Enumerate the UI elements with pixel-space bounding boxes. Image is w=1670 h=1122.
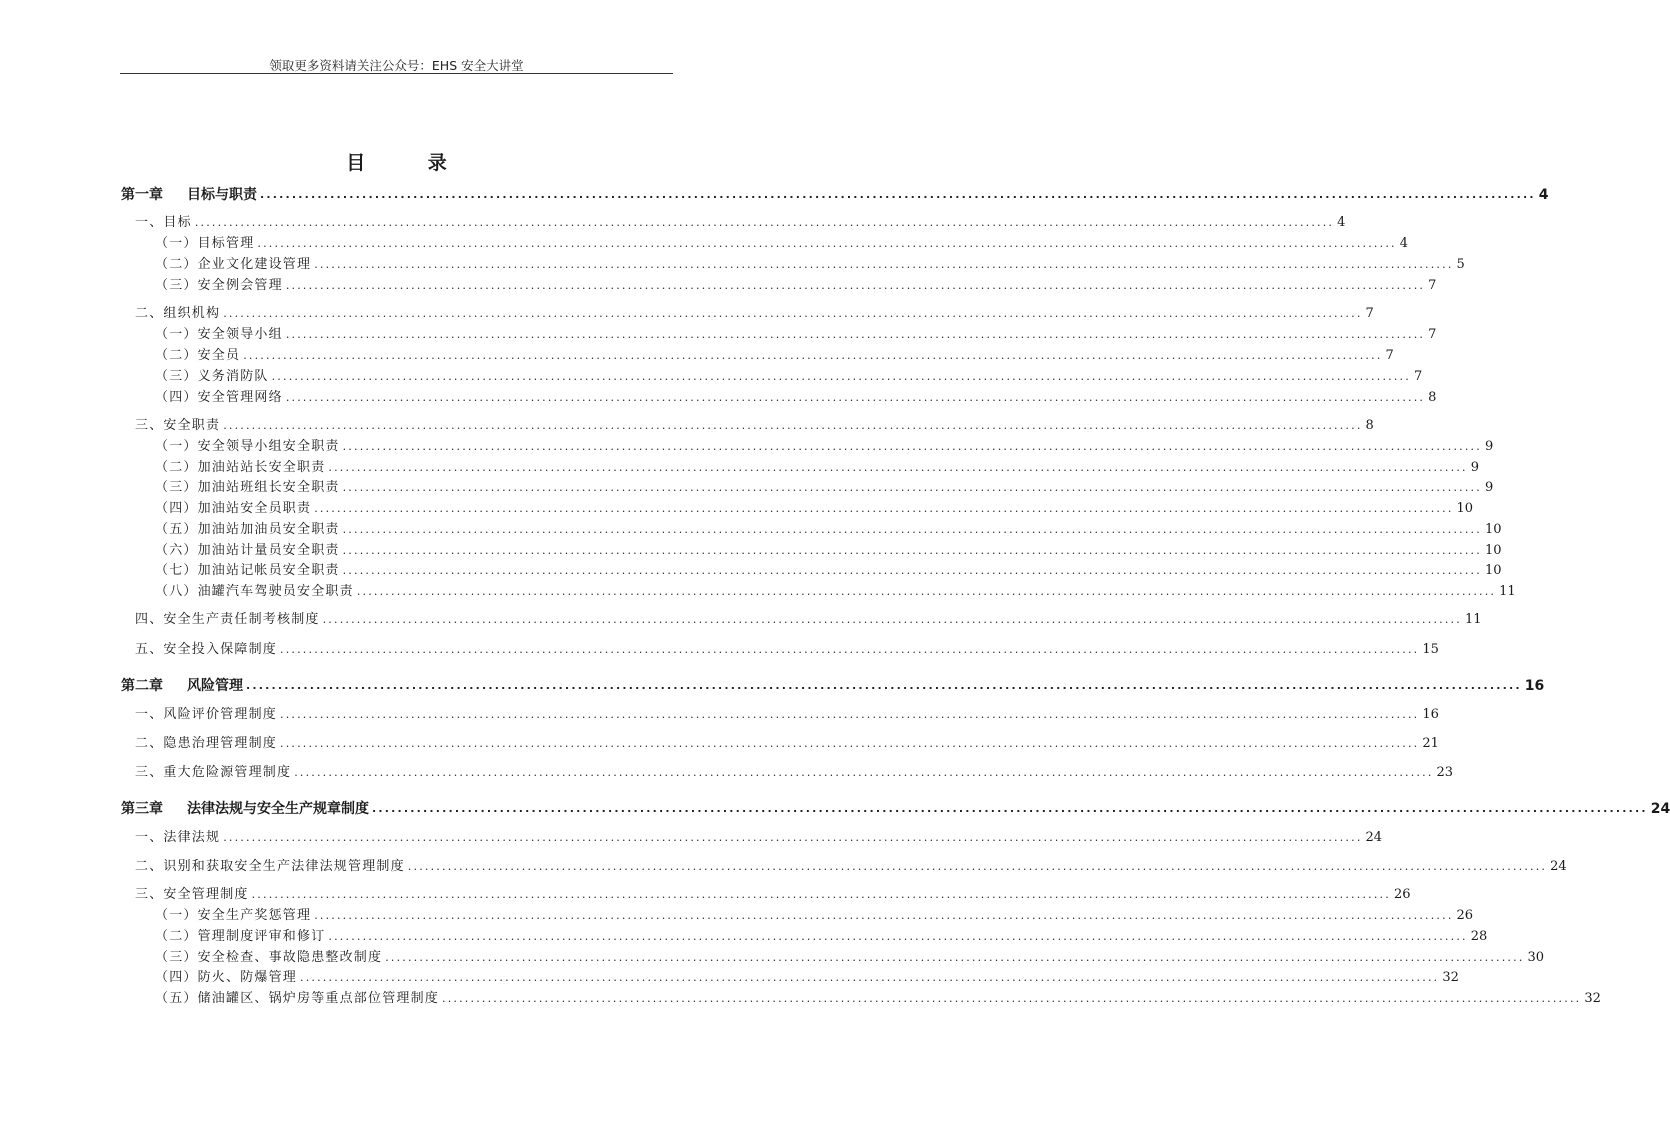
toc-entry-label: （一）安全领导小组 [155,327,283,342]
toc-section-entry [135,885,1411,905]
toc-entry-label: （三）安全例会管理 [155,278,283,293]
toc-section-entry [135,763,1454,783]
page-header: 领取更多资料请关注公众号：EHS 安全大讲堂 [269,58,524,73]
toc-page-number: 11 [1499,584,1516,599]
toc-subsection-entry [155,582,1516,602]
toc-dot-leader: ........................................................................................................................................................................................................ [285,391,1426,404]
toc-page-number: 7 [1385,348,1394,363]
toc-dot-leader: ........................................................................................................................................................................................................ [342,564,1482,577]
toc-page-number: 7 [1428,278,1437,293]
toc-page-number: 9 [1470,460,1480,475]
toc-entry-label [121,799,372,819]
page-title: 目 录 [346,152,475,174]
toc-dot-leader: ........................................................................................................................................................................................................ [385,951,1525,964]
toc-subsection-entry [155,906,1474,926]
toc-page-number: 8 [1365,418,1374,433]
toc-chapter-entry [121,799,1670,819]
toc-dot-leader: ........................................................................................................................................................................................................ [356,585,1497,598]
toc-dot-leader: ........................................................................................................................................................................................................ [223,419,1363,432]
toc-subsection-entry [155,346,1394,366]
toc-section-entry [135,610,1482,630]
toc-page-number: 9 [1484,480,1494,495]
toc-dot-leader: ........................................................................................................................................................................................................ [280,737,1420,750]
toc-entry-label: （一）安全领导小组安全职责 [155,439,340,454]
toc-chapter-number: 第一章 [121,187,163,203]
toc-subsection-entry [155,968,1459,988]
toc-entry-label: 二、组织机构 [135,306,221,321]
toc-subsection-entry [155,325,1437,345]
toc-entry-label: （四）防火、防爆管理 [155,970,298,985]
toc-dot-leader: ........................................................................................................................................................................................................ [342,544,1482,557]
toc-chapter-number: 第三章 [121,801,163,817]
toc-dot-leader: ........................................................................................................................................................................................................ [342,523,1482,536]
toc-entry-label: （一）目标管理 [155,236,255,251]
toc-page-number: 4 [1538,187,1549,203]
toc-subsection-entry [155,367,1423,387]
toc-subsection-entry [155,437,1494,457]
toc-page-number: 16 [1422,707,1439,722]
toc-page-number: 10 [1484,543,1502,558]
toc-entry-label: （八）油罐汽车驾驶员安全职责 [155,584,354,599]
toc-entry-label: （三）安全检查、事故隐患整改制度 [155,950,383,965]
toc-dot-leader: ........................................................................................................................................................................................................ [372,802,1648,815]
toc-entry-label: 三、安全管理制度 [135,887,249,902]
toc-entry-label: （四）安全管理网络 [155,390,283,405]
toc-chapter-entry [121,676,1545,696]
toc-page-number: 10 [1456,501,1474,516]
toc-dot-leader: ........................................................................................................................................................................................................ [342,481,1482,494]
toc-entry-label: （六）加油站计量员安全职责 [155,543,340,558]
toc-dot-leader: ........................................................................................................................................................................................................ [407,860,1548,873]
toc-subsection-entry [155,927,1488,947]
toc-dot-leader: ........................................................................................................................................................................................................ [223,831,1363,844]
toc-page-number: 7 [1413,369,1423,384]
toc-page-number: 7 [1365,306,1374,321]
toc-dot-leader: ........................................................................................................................................................................................................ [328,930,1468,943]
toc-entry-label: （三）加油站班组长安全职责 [155,480,340,495]
toc-section-entry [135,705,1439,725]
toc-page-number: 4 [1337,215,1346,230]
toc-dot-leader: ........................................................................................................................................................................................................ [260,188,1536,201]
toc-entry-label: （五）储油罐区、锅炉房等重点部位管理制度 [155,991,440,1006]
toc-section-entry [135,828,1383,848]
toc-page-number: 10 [1484,563,1502,578]
toc-dot-leader: ........................................................................................................................................................................................................ [294,766,1434,779]
toc-entry-label: 一、目标 [135,215,192,230]
toc-dot-leader: ........................................................................................................................................................................................................ [285,328,1426,341]
toc-entry-label: （二）加油站站长安全职责 [155,460,326,475]
toc-dot-leader: ........................................................................................................................................................................................................ [243,349,1383,362]
toc-entry-label: 一、风险评价管理制度 [135,707,278,722]
toc-entry-label [121,185,260,205]
toc-chapter-title: 风险管理 [187,678,243,694]
toc-section-entry [135,416,1374,436]
toc-subsection-entry [155,499,1474,519]
toc-entry-label: 三、安全职责 [135,418,221,433]
toc-dot-leader: ........................................................................................................................................................................................................ [442,992,1582,1005]
toc-dot-leader: ........................................................................................................................................................................................................ [314,502,1454,515]
toc-page-number: 8 [1428,390,1437,405]
toc-entry-label [121,676,246,696]
toc-entry-label: （二）企业文化建设管理 [155,257,312,272]
toc-page-number: 26 [1456,908,1474,923]
toc-entry-label: （五）加油站加油员安全职责 [155,522,340,537]
toc-entry-label: （二）安全员 [155,348,241,363]
toc-page-number: 15 [1422,642,1439,657]
toc-entry-label: （七）加油站记帐员安全职责 [155,563,340,578]
toc-dot-leader: ........................................................................................................................................................................................................ [246,679,1522,692]
toc-subsection-entry [155,458,1480,478]
toc-chapter-title: 法律法规与安全生产规章制度 [187,801,369,817]
toc-entry-label: 三、重大危险源管理制度 [135,765,292,780]
toc-subsection-entry [155,948,1545,968]
toc-page-number: 24 [1365,830,1383,845]
toc-dot-leader: ........................................................................................................................................................................................................ [251,888,1391,901]
toc-section-entry [135,213,1346,233]
toc-entry-label: 五、安全投入保障制度 [135,642,278,657]
toc-dot-leader: ........................................................................................................................................................................................................ [314,258,1454,271]
toc-dot-leader: ........................................................................................................................................................................................................ [271,370,1411,383]
toc-page-number: 9 [1484,439,1494,454]
toc-page-number: 10 [1484,522,1502,537]
toc-subsection-entry [155,520,1502,540]
toc-subsection-entry [155,989,1601,1009]
toc-page-number: 23 [1436,765,1454,780]
toc-entry-label: 二、识别和获取安全生产法律法规管理制度 [135,859,405,874]
toc-entry-label: （三）义务消防队 [155,369,269,384]
toc-section-entry [135,640,1439,660]
toc-page-number: 30 [1527,950,1545,965]
toc-subsection-entry [155,388,1437,408]
toc-dot-leader: ........................................................................................................................................................................................................ [280,708,1420,721]
toc-dot-leader: ........................................................................................................................................................................................................ [300,971,1440,984]
toc-subsection-entry [155,561,1502,581]
toc-page-number: 32 [1442,970,1459,985]
toc-page-number: 24 [1550,859,1567,874]
toc-dot-leader: ........................................................................................................................................................................................................ [342,440,1482,453]
toc-dot-leader: ........................................................................................................................................................................................................ [257,237,1397,250]
toc-page-number: 21 [1422,736,1439,751]
toc-section-entry [135,734,1439,754]
toc-dot-leader: ........................................................................................................................................................................................................ [194,216,1335,229]
toc-page-number: 32 [1584,991,1601,1006]
toc-page-number: 11 [1464,612,1482,627]
toc-dot-leader: ........................................................................................................................................................................................................ [322,613,1462,626]
toc-page-number: 4 [1399,236,1409,251]
toc-page-number: 5 [1456,257,1465,272]
toc-dot-leader: ........................................................................................................................................................................................................ [285,279,1426,292]
toc-section-entry [135,304,1374,324]
toc-chapter-entry [121,185,1549,205]
toc-dot-leader: ........................................................................................................................................................................................................ [328,461,1468,474]
toc-dot-leader: ........................................................................................................................................................................................................ [314,909,1454,922]
toc-entry-label: 四、安全生产责任制考核制度 [135,612,320,627]
toc-entry-label: 二、隐患治理管理制度 [135,736,278,751]
toc-subsection-entry [155,276,1437,296]
toc-dot-leader: ........................................................................................................................................................................................................ [223,307,1363,320]
toc-chapter-title: 目标与职责 [187,187,257,203]
toc-entry-label: （一）安全生产奖惩管理 [155,908,312,923]
toc-page-number: 26 [1393,887,1411,902]
toc-page-number: 24 [1650,801,1670,817]
toc-page-number: 28 [1470,929,1488,944]
toc-dot-leader: ........................................................................................................................................................................................................ [280,643,1420,656]
toc-subsection-entry [155,234,1409,254]
toc-subsection-entry [155,541,1502,561]
toc-chapter-number: 第二章 [121,678,163,694]
toc-section-entry [135,857,1567,877]
toc-page-number: 7 [1428,327,1437,342]
toc-entry-label: 一、法律法规 [135,830,221,845]
toc-subsection-entry [155,478,1494,498]
toc-entry-label: （二）管理制度评审和修订 [155,929,326,944]
toc-subsection-entry [155,255,1465,275]
toc-entry-label: （四）加油站安全员职责 [155,501,312,516]
toc-page-number: 16 [1524,678,1545,694]
